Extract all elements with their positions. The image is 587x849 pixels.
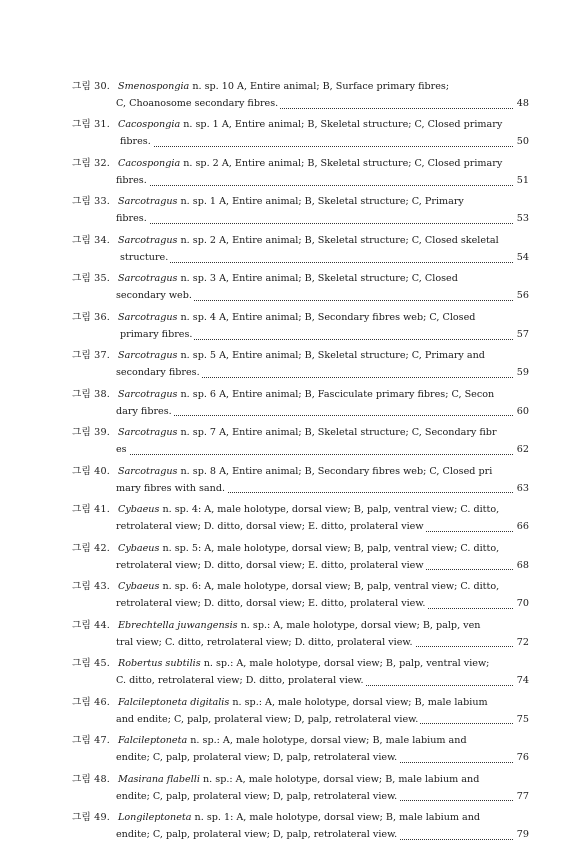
figure-label: 그림 35. [72, 273, 111, 285]
figure-entry [72, 695, 529, 729]
figure-entry [72, 271, 529, 305]
species-name: Ebrechtella juwangensis [118, 619, 238, 631]
species-name: Cybaeus [118, 581, 160, 593]
entry-first-line [72, 310, 529, 327]
entry-last-line [72, 211, 529, 228]
caption-text: n. sp. 5: A, male holotype, dorsal view; B, palp, ventral view; C. ditto, [159, 542, 500, 554]
figure-label: 그림 48. [72, 773, 111, 785]
caption-text-continued: endite; C, palp, prolateral view; D, palp, retrolateral view. [116, 790, 398, 802]
caption-text: n. sp.: A, male holotype, dorsal view; B, palp, ventral view; [200, 658, 490, 670]
entry-first-line [72, 618, 529, 635]
caption-text: n. sp. 1: A, male holotype, dorsal view; B, male labium and [191, 812, 481, 824]
entry-last-line [72, 558, 529, 575]
figure-label: 그림 30. [72, 81, 111, 92]
page-number: 62 [516, 442, 529, 459]
figure-entry [72, 464, 529, 498]
caption-text: n. sp.: A, male holotype, dorsal view; B, palp, ven [237, 619, 481, 631]
leader-dots [120, 146, 513, 147]
entry-first-line [72, 579, 529, 596]
species-name: Robertus subtilis [118, 658, 201, 670]
entry-last-line [72, 635, 529, 652]
entry-first-line [72, 425, 529, 442]
figure-label: 그림 33. [72, 196, 111, 208]
entry-first-line [72, 772, 529, 789]
species-name: Longileptoneta [118, 812, 192, 824]
species-name: Falcileptoneta digitalis [118, 696, 230, 708]
species-name: Falcileptoneta [118, 735, 188, 747]
caption-text: n. sp. 8 A, Entire animal; B, Secondary fibres web; C, Closed pri [177, 465, 493, 477]
figure-entry [72, 772, 529, 806]
caption-text-continued: endite; C, palp, prolateral view; D, palp, retrolateral view. [116, 752, 398, 764]
entry-first-line [72, 156, 529, 173]
page-number: 76 [516, 750, 529, 767]
caption-text: n. sp. 1 A, Entire animal; B, Skeletal structure; C, Primary [177, 196, 464, 208]
caption-text-continued: fibres. [116, 174, 147, 186]
species-name: Masirana flabelli [118, 773, 200, 785]
leader-dots [116, 415, 513, 416]
page-number: 72 [516, 635, 529, 652]
entry-first-line [72, 733, 529, 750]
entry-last-line [72, 404, 529, 421]
page-number: 75 [516, 712, 529, 729]
caption-text: n. sp. 5 A, Entire animal; B, Skeletal structure; C, Primary and [177, 350, 485, 362]
caption-text: n. sp.: A, male holotype, dorsal view; B, male labium and [187, 735, 467, 747]
entry-last-line [72, 134, 529, 151]
entry-first-line [72, 387, 529, 404]
figure-entry [72, 79, 529, 113]
page-number: 60 [516, 404, 529, 421]
caption-text-continued: retrolateral view; D. ditto, dorsal view; E. ditto, prolateral view [116, 559, 424, 571]
species-name: Cybaeus [118, 542, 160, 554]
caption-text: n. sp. 7 A, Entire animal; B, Skeletal structure; C, Secondary fibr [177, 427, 497, 439]
species-name: Sarcotragus [118, 273, 178, 285]
species-name: Sarcotragus [118, 311, 178, 323]
entry-last-line [72, 673, 529, 690]
leader-dots [116, 223, 513, 224]
figure-label: 그림 34. [72, 234, 111, 246]
caption-text-continued: and endite; C, palp, prolateral view; D, palp, retrolateral view. [116, 713, 419, 725]
caption-text: n. sp. 10 A, Entire animal; B, Surface primary fibres; [189, 81, 450, 92]
entry-last-line [72, 481, 529, 498]
caption-text-continued: C, Choanosome secondary fibres. [116, 97, 279, 109]
species-name: Sarcotragus [118, 427, 178, 439]
page-number: 79 [516, 827, 529, 844]
caption-text: n. sp. 6: A, male holotype, dorsal view; B, palp, ventral view; C. ditto, [159, 581, 500, 593]
caption-text-continued: tral view; C. ditto, retrolateral view; D. ditto, prolateral view. [116, 636, 413, 648]
figure-entry [72, 656, 529, 690]
leader-dots [116, 454, 513, 455]
entry-first-line [72, 502, 529, 519]
figure-entry [72, 579, 529, 613]
caption-text-continued: mary fibres with sand. [116, 482, 226, 494]
species-name: Cybaeus [118, 504, 160, 516]
figure-entry [72, 618, 529, 652]
page-number: 53 [516, 211, 529, 228]
figure-entry [72, 387, 529, 421]
entry-first-line [72, 194, 529, 211]
leader-dots [120, 262, 513, 263]
page-number: 48 [516, 96, 529, 113]
figure-entry [72, 233, 529, 267]
caption-text: n. sp. 2 A, Entire animal; B, Skeletal structure; C, Closed primary [180, 157, 503, 169]
caption-text-continued: structure. [120, 251, 169, 263]
caption-text: n. sp. 4: A, male holotype, dorsal view; B, palp, ventral view; C. ditto, [159, 504, 500, 516]
figure-entry [72, 310, 529, 344]
page-number: 54 [516, 250, 529, 267]
species-name: Cacospongia [118, 157, 181, 169]
figure-entry [72, 425, 529, 459]
entry-first-line [72, 79, 529, 96]
entry-last-line [72, 250, 529, 267]
figure-entry [72, 156, 529, 190]
caption-text-continued: dary fibres. [116, 405, 172, 417]
species-name: Smenospongia [118, 81, 190, 92]
entry-first-line [72, 656, 529, 673]
figure-label: 그림 40. [72, 465, 111, 477]
figure-label: 그림 39. [72, 427, 111, 439]
caption-text: n. sp. 2 A, Entire animal; B, Skeletal structure; C, Closed skeletal [177, 234, 499, 246]
figure-label: 그림 47. [72, 735, 111, 747]
figure-label: 그림 31. [72, 119, 111, 131]
caption-text-continued: secondary web. [116, 290, 192, 302]
caption-text: n. sp. 3 A, Entire animal; B, Skeletal structure; C, Closed [177, 273, 458, 285]
page-number: 68 [516, 558, 529, 575]
page-number: 59 [516, 365, 529, 382]
entry-first-line [72, 695, 529, 712]
figure-label: 그림 32. [72, 157, 111, 169]
caption-text-continued: endite; C, palp, prolateral view; D, palp, retrolateral view. [116, 829, 398, 840]
entry-last-line [72, 442, 529, 459]
species-name: Sarcotragus [118, 196, 178, 208]
entry-last-line [72, 519, 529, 536]
entry-first-line [72, 117, 529, 134]
entry-first-line [72, 541, 529, 558]
figure-entry [72, 733, 529, 767]
figure-label: 그림 36. [72, 311, 111, 323]
page-number: 66 [516, 519, 529, 536]
page-number: 77 [516, 789, 529, 806]
page-number: 63 [516, 481, 529, 498]
figure-label: 그림 43. [72, 581, 111, 593]
figure-label: 그림 49. [72, 812, 111, 824]
entry-last-line [72, 365, 529, 382]
entry-last-line [72, 750, 529, 767]
entry-first-line [72, 348, 529, 365]
figure-label: 그림 46. [72, 696, 111, 708]
figure-label: 그림 45. [72, 658, 111, 670]
figure-label: 그림 37. [72, 350, 111, 362]
entry-last-line [72, 789, 529, 806]
species-name: Sarcotragus [118, 388, 178, 400]
caption-text-continued: fibres. [120, 136, 151, 148]
caption-text-continued: retrolateral view; D. ditto, dorsal view; E. ditto, prolateral view. [116, 598, 426, 610]
entry-first-line [72, 464, 529, 481]
page-number: 50 [516, 134, 529, 151]
caption-text: n. sp.: A, male holotype, dorsal view; B, male labium [229, 696, 488, 708]
page-number: 51 [516, 173, 529, 190]
leader-dots [116, 185, 513, 186]
caption-text-continued: secondary fibres. [116, 367, 200, 379]
species-name: Sarcotragus [118, 350, 178, 362]
caption-text-continued: fibres. [116, 213, 147, 225]
species-name: Cacospongia [118, 119, 181, 131]
caption-text-continued: primary fibres. [120, 328, 193, 340]
entry-last-line [72, 173, 529, 190]
figure-label: 그림 41. [72, 504, 111, 516]
entry-last-line [72, 327, 529, 344]
entry-first-line [72, 271, 529, 288]
figure-entry [72, 502, 529, 536]
entry-last-line [72, 712, 529, 729]
caption-text: n. sp. 4 A, Entire animal; B, Secondary fibres web; C, Closed [177, 311, 476, 323]
page-number: 56 [516, 288, 529, 305]
caption-text-continued: es [116, 444, 127, 456]
entry-last-line [72, 596, 529, 613]
entry-first-line [72, 810, 529, 827]
page-number: 57 [516, 327, 529, 344]
caption-text: n. sp.: A, male holotype, dorsal view; B, male labium and [199, 773, 480, 785]
caption-text-continued: C. ditto, retrolateral view; D. ditto, prolateral view. [116, 675, 364, 687]
entry-last-line [72, 96, 529, 113]
page-number: 70 [516, 596, 529, 613]
species-name: Sarcotragus [118, 234, 178, 246]
figure-entry [72, 117, 529, 151]
caption-text-continued: retrolateral view; D. ditto, dorsal view; E. ditto, prolateral view [116, 521, 424, 533]
figure-entry [72, 810, 529, 844]
figure-entry [72, 348, 529, 382]
entry-last-line [72, 288, 529, 305]
figure-label: 그림 38. [72, 388, 111, 400]
figure-list [72, 79, 529, 849]
figure-label: 그림 42. [72, 542, 111, 554]
caption-text: n. sp. 6 A, Entire animal; B, Fasciculate primary fibres; C, Secon [177, 388, 495, 400]
figure-entry [72, 194, 529, 228]
figure-entry [72, 541, 529, 575]
caption-text: n. sp. 1 A, Entire animal; B, Skeletal structure; C, Closed primary [180, 119, 503, 131]
page-number: 74 [516, 673, 529, 690]
figure-label: 그림 44. [72, 619, 111, 631]
species-name: Sarcotragus [118, 465, 178, 477]
entry-first-line [72, 233, 529, 250]
